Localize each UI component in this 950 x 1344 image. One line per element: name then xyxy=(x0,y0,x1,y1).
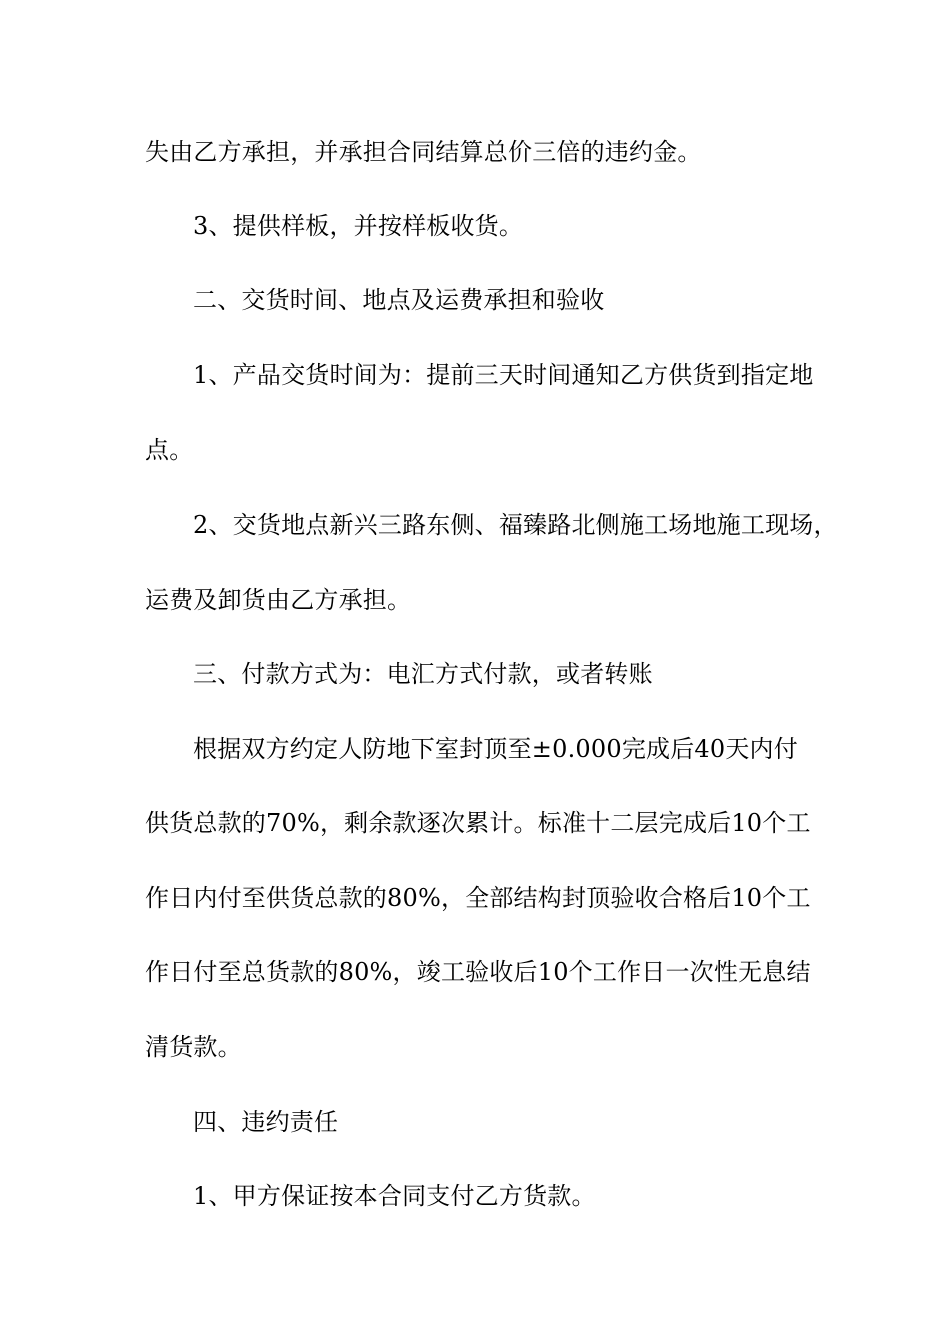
text-line: 供货总款的70%，剩余款逐次累计。标准十二层完成后10个工 xyxy=(145,809,811,837)
text-line: 运费及卸货由乙方承担。 xyxy=(145,586,412,614)
text-line: 失由乙方承担，并承担合同结算总价三倍的违约金。 xyxy=(145,138,702,166)
text-line: 清货款。 xyxy=(145,1033,242,1061)
section-heading: 二、交货时间、地点及运费承担和验收 xyxy=(193,286,605,314)
text-line: 1、甲方保证按本合同支付乙方货款。 xyxy=(193,1182,596,1210)
text-line: 3、提供样板，并按样板收货。 xyxy=(193,212,524,240)
section-heading: 四、违约责任 xyxy=(193,1108,339,1136)
section-heading: 三、付款方式为：电汇方式付款，或者转账 xyxy=(193,660,653,688)
text-line: 1、产品交货时间为：提前三天时间通知乙方供货到指定地 xyxy=(193,361,814,389)
text-line: 点。 xyxy=(145,436,194,464)
text-line: 2、交货地点新兴三路东侧、福臻路北侧施工场地施工现场， xyxy=(193,511,838,539)
text-line: 作日付至总货款的80%，竣工验收后10个工作日一次性无息结 xyxy=(145,958,811,986)
text-line: 根据双方约定人防地下室封顶至±0.000完成后40天内付 xyxy=(193,735,798,763)
text-line: 作日内付至供货总款的80%，全部结构封顶验收合格后10个工 xyxy=(145,884,811,912)
